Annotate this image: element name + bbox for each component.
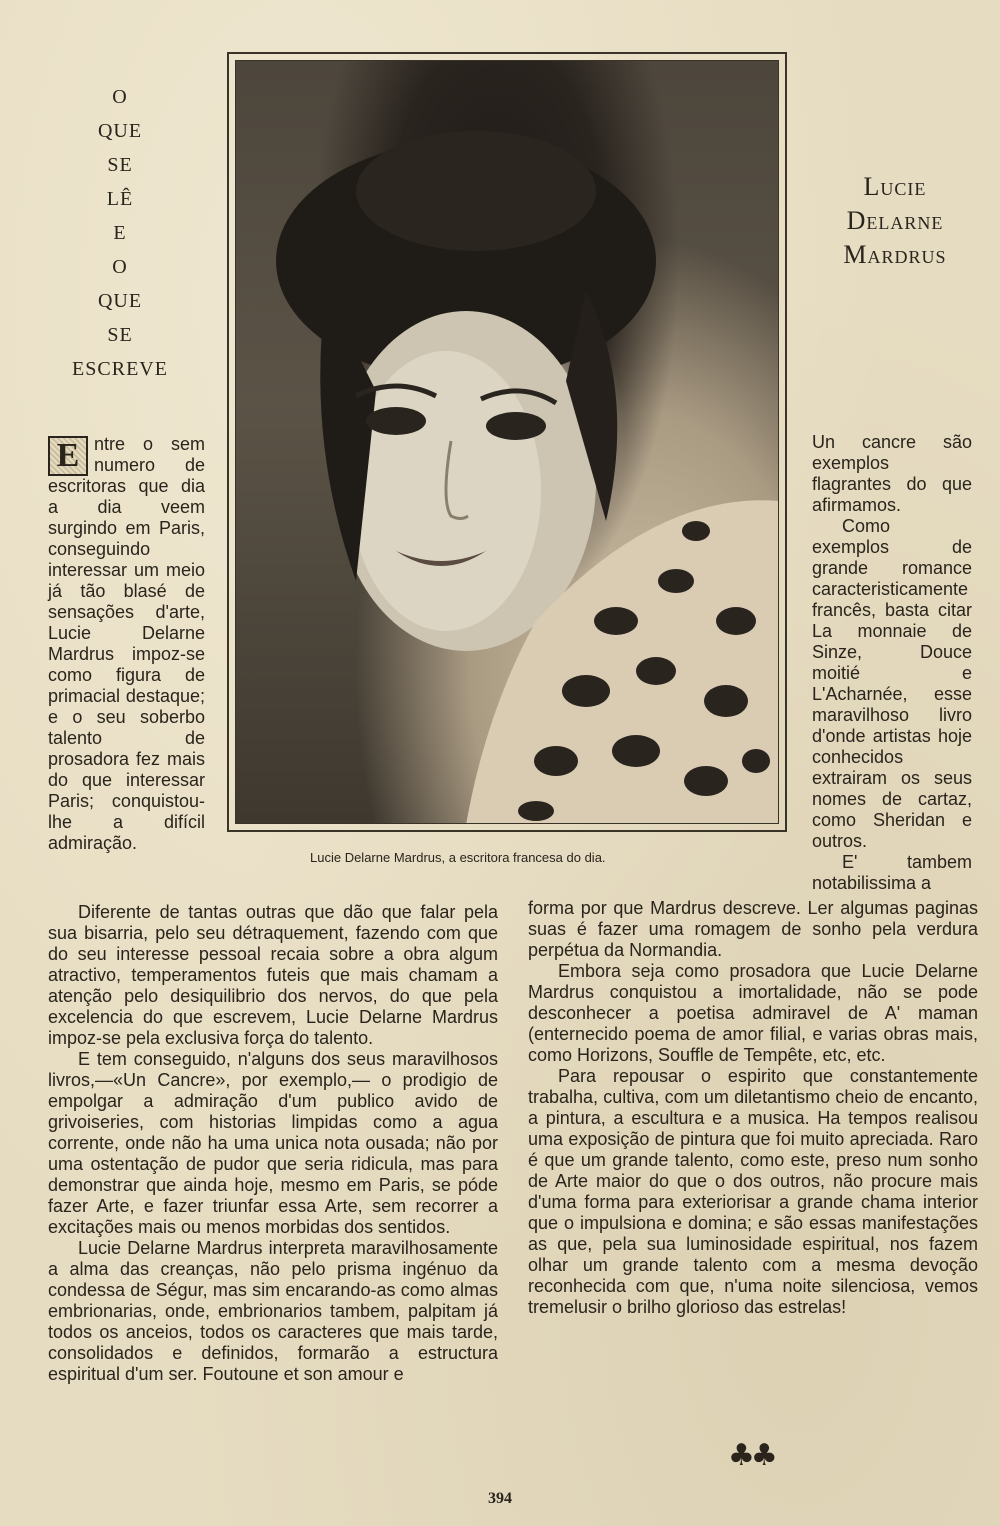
page-number: 394	[488, 1490, 512, 1507]
section-heading-word: SE	[107, 324, 133, 346]
paragraph: E' tambem notabilissima a	[812, 852, 972, 893]
right-narrow-column	[812, 432, 972, 894]
left-narrow-column	[48, 434, 205, 854]
section-heading-word: O	[112, 256, 128, 278]
section-heading-word: QUE	[97, 120, 143, 142]
article-title	[810, 170, 980, 272]
right-wide-column	[528, 898, 978, 1318]
photo-caption: Lucie Delarne Mardrus, a escritora francesa do dia.	[310, 850, 606, 865]
portrait-photo	[235, 60, 779, 824]
article-title-line: Lucie	[863, 172, 927, 201]
paragraph: Diferente de tantas outras que dão que falar pela sua bisarria, pelo seu détraquement, fazendo com que do seu interesse pessoal recaia sobre a obra algum atractivo, temperamentos futeis que mais chamam a atenção pelo desiquilibrio dos nervos, do que pela excelencia do que escrevem, Lucie Delarne Mardrus impoz-se pela exclusiva força do talento.	[48, 902, 498, 1048]
section-heading-word: ESCREVE	[72, 358, 168, 380]
left-wide-column	[48, 902, 498, 1385]
section-heading-word: SE	[107, 154, 133, 176]
paragraph: Como exemplos de grande romance caracteristicamente francês, basta citar La monnaie de Sinze, Douce moitié e L'Acharnée, esse maravilhoso livro d'onde artistas hoje conhecidos extrairam os seus nomes de cartaz, como Sheridan e outros.	[812, 516, 972, 851]
section-heading-word: LÊ	[106, 188, 134, 210]
paragraph: E tem conseguido, n'alguns dos seus maravilhosos livros,—«Un Cancre», por exemplo,— o prodigio de empolgar a admiração d'um publico avido de grivoiseries, com historias limpidas como a agua corrente, onde não ha uma unica nota ousada; não por uma ostentação de pudor que seria ridicula, mas para demonstrar que ainda hoje, mesmo em Paris, se póde fazer Arte, e fazer triunfar essa Arte, sem recorrer a excitações mais ou menos morbidas dos sentidos.	[48, 1049, 498, 1237]
section-heading-word: O	[112, 86, 128, 108]
intro-paragraph	[48, 434, 205, 854]
section-heading	[60, 80, 180, 386]
portrait-frame	[227, 52, 787, 832]
intro-paragraph-text: ntre o sem numero de escritoras que dia a dia veem surgindo em Paris, conseguindo interessar um meio já tão blasé de sensações d'arte, Lucie Delarne Mardrus impoz-se como figura de primacial destaque; e o seu soberbo talento de prosadora fez mais do que interessar Paris; conquistou-lhe a difícil admiração.	[48, 434, 205, 853]
club-ornament-icon: ♣♣	[728, 1438, 774, 1473]
paragraph: Un cancre são exemplos flagrantes do que afirmamos.	[812, 432, 972, 515]
article-title-line: Delarne	[846, 206, 944, 235]
paragraph: Para repousar o espirito que constantemente trabalha, cultiva, com um diletantismo cheio de encanto, a pintura, a escultura e a musica. Ha tempos realisou uma exposição de pintura que foi muito apreciada. Raro é que um grande talento, como este, preso num sonho de Arte maior do que o dos outros, não procure mais d'uma forma para exteriorisar a grande chama interior que o impulsiona e domina; e são essas manifestações as que, pela sua luminosidade espiritual, nos fazem olhar um grande talento com a mesma devoção reconhecida com que, n'uma noite silenciosa, vemos tremelusir o brilho glorioso das estrelas!	[528, 1066, 978, 1317]
article-title-line: Mardrus	[843, 240, 947, 269]
paragraph: Embora seja como prosadora que Lucie Delarne Mardrus conquistou a imortalidade, não se pode desconhecer a poetisa admiravel de A' maman (enternecido poema de amor filial, e varias obras mais, como Horizons, Souffle de Tempête, etc, etc.	[528, 961, 978, 1065]
paragraph: forma por que Mardrus descreve. Ler algumas paginas suas é fazer uma romagem de sonho pela verdura perpétua da Normandia.	[528, 898, 978, 960]
section-heading-word: E	[113, 222, 127, 244]
portrait-illustration	[236, 61, 779, 824]
paragraph: Lucie Delarne Mardrus interpreta maravilhosamente a alma das creanças, não pelo prisma ingénuo da condessa de Ségur, mas sim encarando-as como almas embrionarias, onde, embrionarios tambem, palpitam já todos os anceios, todos os caracteres que mais tarde, consolidados e definidos, formarão a estructura espiritual d'um ser. Foutoune et son amour e	[48, 1238, 498, 1384]
section-heading-word: QUE	[97, 290, 143, 312]
dropcap-letter: E	[48, 436, 88, 476]
